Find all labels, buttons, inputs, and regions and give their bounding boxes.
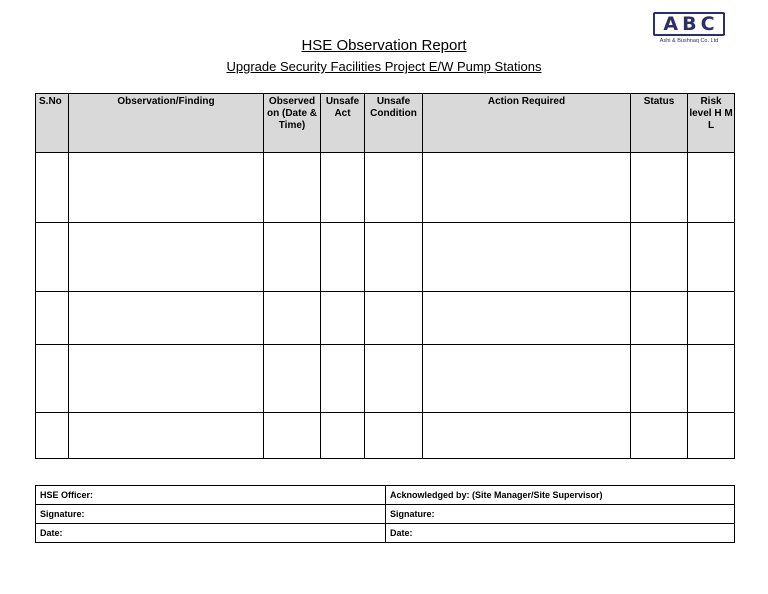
cell-status[interactable]	[631, 292, 688, 345]
report-title: HSE Observation Report	[301, 37, 467, 54]
cell-risk-level[interactable]	[688, 223, 735, 292]
cell-status[interactable]	[631, 345, 688, 413]
table-row	[36, 345, 735, 413]
logo-tagline: Ashi & Bushnaq Co. Ltd	[659, 38, 719, 44]
cell-status[interactable]	[631, 153, 688, 223]
cell-observed-on[interactable]	[264, 345, 321, 413]
cell-risk-level[interactable]	[688, 345, 735, 413]
cell-unsafe-act[interactable]	[321, 292, 365, 345]
cell-unsafe-act[interactable]	[321, 153, 365, 223]
cell-sno[interactable]	[36, 223, 69, 292]
table-row	[36, 153, 735, 223]
header-unsafe-act: Unsafe Act	[321, 94, 365, 153]
cell-observation[interactable]	[69, 153, 264, 223]
cell-unsafe-condition[interactable]	[365, 153, 423, 223]
table-row	[36, 413, 735, 459]
header-risk-level: Risk level H M L	[688, 94, 735, 153]
manager-signature-field[interactable]: Signature:	[386, 505, 735, 524]
acknowledged-by-field[interactable]: Acknowledged by: (Site Manager/Site Supervisor)	[386, 486, 735, 505]
header-unsafe-condition: Unsafe Condition	[365, 94, 423, 153]
cell-unsafe-condition[interactable]	[365, 223, 423, 292]
cell-action-required[interactable]	[423, 345, 631, 413]
cell-unsafe-act[interactable]	[321, 413, 365, 459]
cell-status[interactable]	[631, 223, 688, 292]
signoff-row	[36, 524, 735, 543]
cell-observation[interactable]	[69, 223, 264, 292]
cell-sno[interactable]	[36, 153, 69, 223]
signoff-table	[35, 485, 735, 543]
table-row	[36, 292, 735, 345]
cell-unsafe-condition[interactable]	[365, 413, 423, 459]
cell-observed-on[interactable]	[264, 223, 321, 292]
cell-observed-on[interactable]	[264, 153, 321, 223]
cell-observation[interactable]	[69, 292, 264, 345]
cell-sno[interactable]	[36, 345, 69, 413]
signoff-row	[36, 486, 735, 505]
header-action-required: Action Required	[423, 94, 631, 153]
cell-observed-on[interactable]	[264, 413, 321, 459]
logo-text: ABC	[663, 12, 719, 35]
cell-unsafe-act[interactable]	[321, 345, 365, 413]
hse-officer-field[interactable]: HSE Officer:	[36, 486, 386, 505]
cell-observation[interactable]	[69, 345, 264, 413]
table-row	[36, 223, 735, 292]
cell-risk-level[interactable]	[688, 153, 735, 223]
cell-unsafe-condition[interactable]	[365, 345, 423, 413]
officer-signature-field[interactable]: Signature:	[36, 505, 386, 524]
cell-risk-level[interactable]	[688, 413, 735, 459]
header-observation: Observation/Finding	[69, 94, 264, 153]
header-observed-on: Observed on (Date & Time)	[264, 94, 321, 153]
cell-observation[interactable]	[69, 413, 264, 459]
cell-risk-level[interactable]	[688, 292, 735, 345]
cell-sno[interactable]	[36, 413, 69, 459]
officer-date-field[interactable]: Date:	[36, 524, 386, 543]
cell-unsafe-condition[interactable]	[365, 292, 423, 345]
cell-action-required[interactable]	[423, 223, 631, 292]
signoff-row	[36, 505, 735, 524]
table-header-row	[36, 94, 735, 153]
cell-action-required[interactable]	[423, 153, 631, 223]
cell-status[interactable]	[631, 413, 688, 459]
cell-action-required[interactable]	[423, 413, 631, 459]
observation-table	[35, 93, 735, 459]
logo-mark	[653, 12, 725, 36]
manager-date-field[interactable]: Date:	[386, 524, 735, 543]
report-subtitle: Upgrade Security Facilities Project E/W Pump Stations	[226, 59, 542, 74]
cell-action-required[interactable]	[423, 292, 631, 345]
cell-sno[interactable]	[36, 292, 69, 345]
header-sno: S.No	[36, 94, 69, 153]
cell-observed-on[interactable]	[264, 292, 321, 345]
cell-unsafe-act[interactable]	[321, 223, 365, 292]
header-status: Status	[631, 94, 688, 153]
